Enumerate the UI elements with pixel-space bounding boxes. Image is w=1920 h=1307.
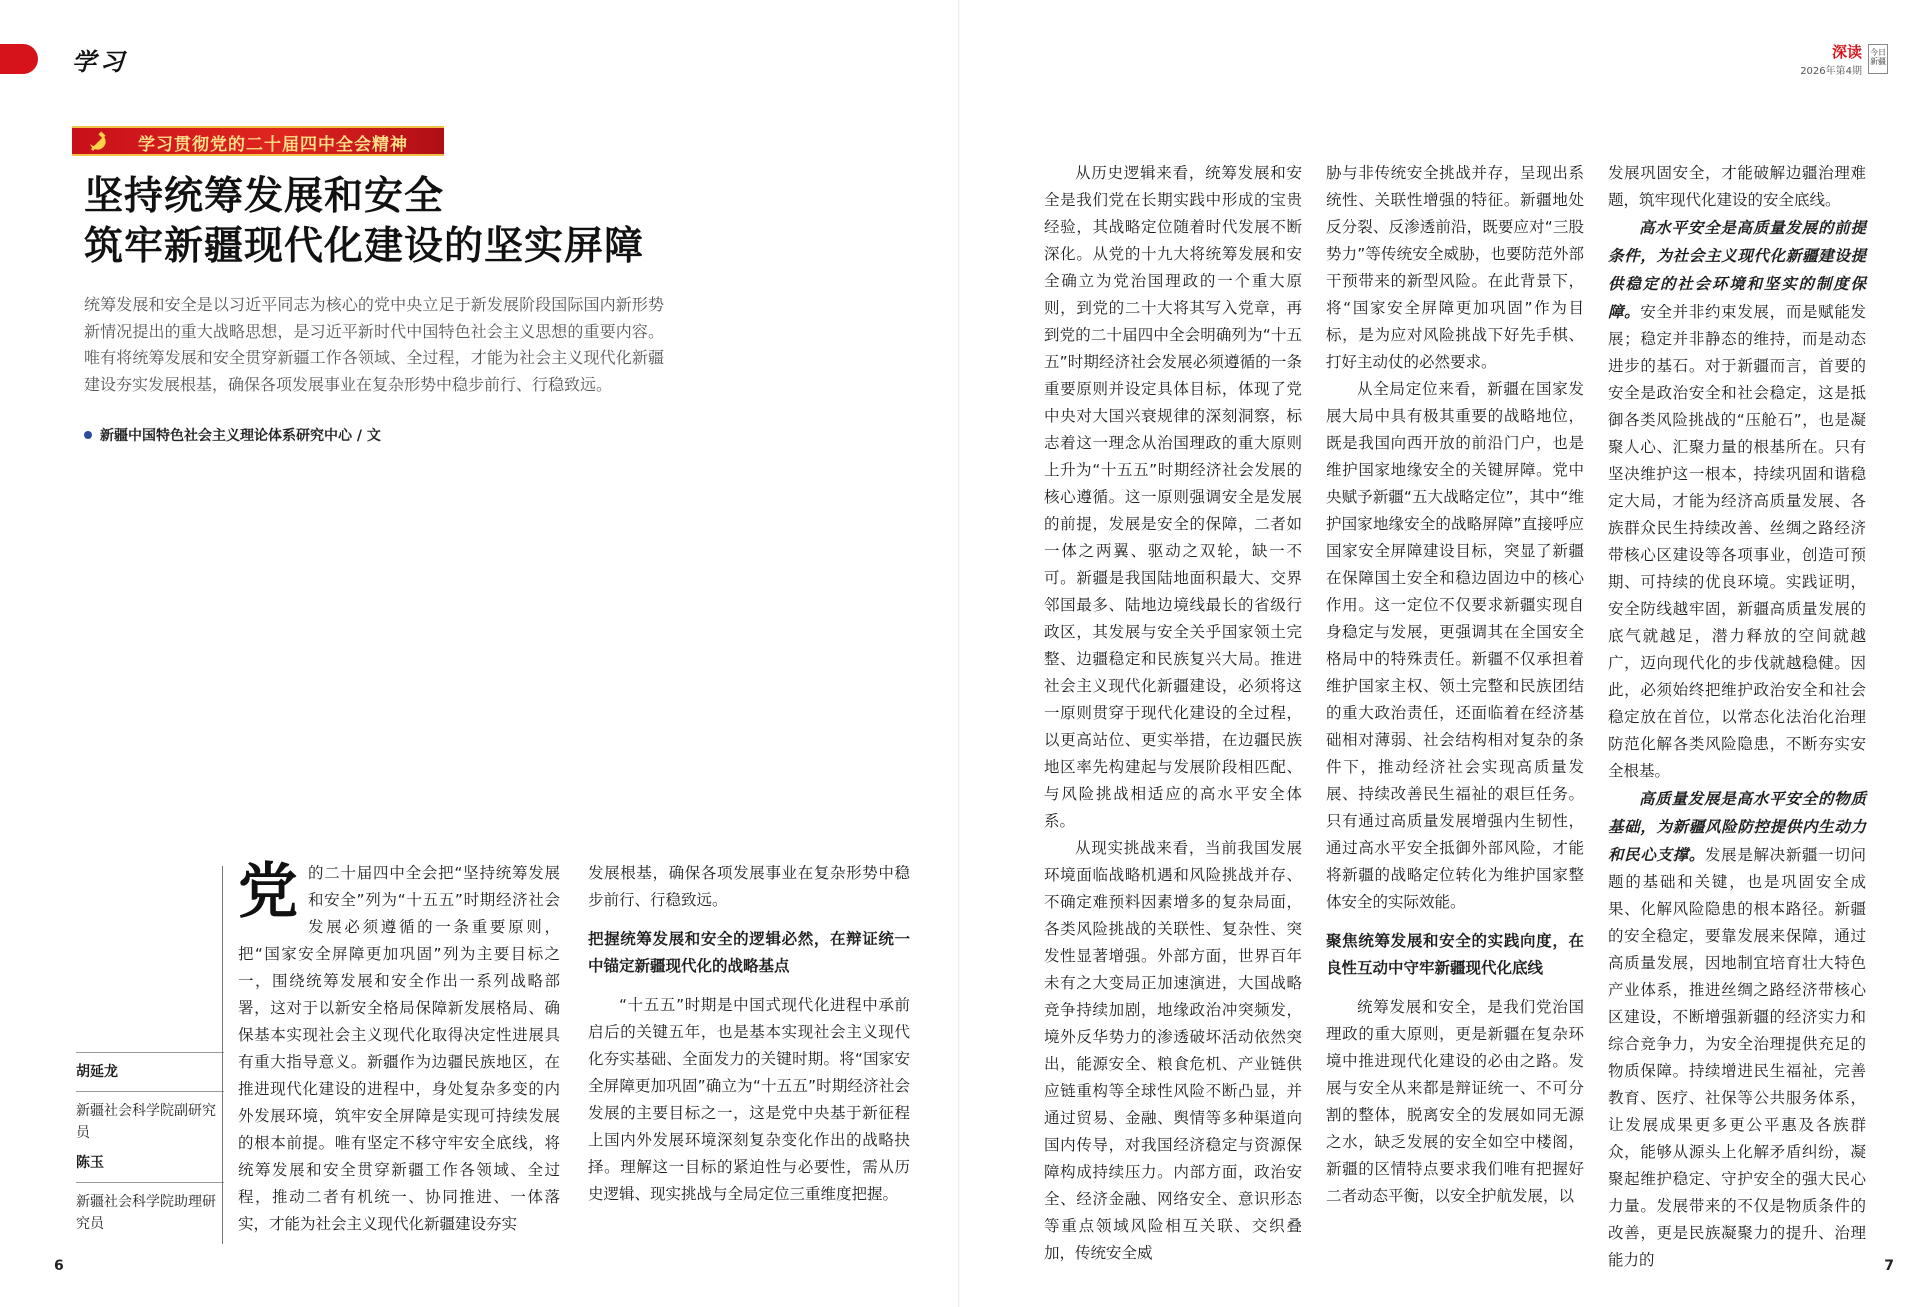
theme-banner [72,126,444,156]
section-subhead: 聚焦统筹发展和安全的实践向度，在良性互动中守牢新疆现代化底线 [1326,932,1584,977]
body-column-5 [1608,160,1866,1274]
byline-text: 新疆中国特色社会主义理论体系研究中心 / 文 [100,428,381,444]
emphasis-sentence: 高水平安全是高质量发展的前提条件，为社会主义现代化新疆建设提供稳定的社会环境和坚实的制度保障。 [1608,218,1866,321]
body-paragraph: “十五五”时期是中国式现代化进程中承前启后的关键五年，也是基本实现社会主义现代化夯实基础、全面发力的关键时期。将“国家安全屏障更加巩固”确立为“十五五”时期经济社会发展的主要目标之一，这是党中央基于新征程上国内外发展环境深刻复杂变化作出的战略抉择。理解这一目标的紧迫性与必要性，需从历史逻辑、现实挑战与全局定位三重维度把握。 [588,996,910,1203]
divider [76,1182,224,1183]
emphasis-sentence: 高质量发展是高水平安全的物质基础，为新疆风险防控提供内生动力和民心支撑。 [1608,789,1866,864]
author-affiliation: 新疆社会科学院助理研究员 [76,1194,216,1232]
divider [76,1091,224,1092]
author-name: 陈玉 [76,1155,104,1171]
body-paragraph: 党的二十届四中全会把“坚持统筹发展和安全”列为“十五五”时期经济社会发展必须遵循的一条重要原则，把“国家安全屏障更加巩固”列为主要目标之一，围绕统筹发展和安全作出一系列战略部署，这对于以新安全格局保障新发展格局、确保基本实现社会主义现代化取得决定性进展具有重大指导意义。新疆作为边疆民族地区，在推进现代化建设的进程中，身处复杂多变的内外发展环境，筑牢安全屏障是实现可持续发展的根本前提。唯有坚定不移守牢安全底线，将统筹发展和安全贯穿新疆工作各领域、全过程，推动二者有机统一、协同推进、一体落实，才能为社会主义现代化新疆建设夯实 [238,857,560,1233]
title-line-1: 坚持统筹发展和安全 [84,174,445,219]
party-emblem-icon [86,130,110,154]
magazine-logo [1800,44,1888,77]
divider [76,1052,224,1053]
title-line-2: 筑牢新疆现代化建设的坚实屏障 [84,224,645,269]
page-number-right: 7 [1884,1258,1894,1274]
body-column-1 [238,857,560,1238]
body-paragraph: 从全局定位来看，新疆在国家发展大局中具有极其重要的战略地位，既是我国向西开放的前沿门户，也是维护国家地缘安全的关键屏障。党中央赋予新疆“五大战略定位”，其中“维护国家地缘安全的战略屏障”直接呼应国家安全屏障建设目标，突显了新疆在保障国土安全和稳边固边中的核心作用。这一定位不仅要求新疆实现自身稳定与发展，更强调其在全国安全格局中的特殊责任。新疆不仅承担着维护国家主权、领土完整和民族团结的重大政治责任，还面临着在经济基础相对薄弱、社会结构相对复杂的条件下，推动经济社会实现高质量发展、持续改善民生福祉的艰巨任务。只有通过高质量发展增强内生韧性，通过高水平安全抵御外部风险，才能将新疆的战略定位转化为维护国家整体安全的实际效能。 [1326,380,1584,911]
bullet-dot-icon [84,431,92,439]
body-paragraph: 发展巩固安全，才能破解边疆治理难题，筑牢现代化建设的安全底线。 [1608,164,1866,209]
body-paragraph: 从历史逻辑来看，统筹发展和安全是我们党在长期实践中形成的宝贵经验，其战略定位随着时代发展不断深化。从党的十九大将统筹发展和安全确立为党治国理政的一个重大原则，到党的二十大将其写入党章，再到党的二十届四中全会明确列为“十五五”时期经济社会发展必须遵循的一条重要原则并设定具体目标，体现了党中央对大国兴衰规律的深刻洞察，标志着这一理念从治国理政的重大原则上升为“十五五”时期经济社会发展的核心遵循。这一原则强调安全是发展的前提，发展是安全的保障，二者如一体之两翼、驱动之双轮，缺一不可。新疆是我国陆地面积最大、交界邻国最多、陆地边境线最长的省级行政区，其发展与安全关乎国家领土完整、边疆稳定和民族复兴大局。推进社会主义现代化新疆建设，必须将这一原则贯穿于现代化建设的全过程，以更高站位、更实举措，在边疆民族地区率先构建起与发展阶段相匹配、与风险挑战相适应的高水平安全体系。 [1044,164,1302,830]
column-divider [222,866,223,1244]
article-lead: 统筹发展和安全是以习近平同志为核心的党中央立足于新发展阶段国际国内新形势新情况提出的重大战略思想，是习近平新时代中国特色社会主义思想的重要内容。唯有将统筹发展和安全贯穿新疆工作各领域、全过程，才能为社会主义现代化新疆建设夯实发展根基，确保各项发展事业在复杂形势中稳步前行、行稳致远。 [84,295,664,394]
byline [84,425,381,445]
author-name: 胡延龙 [76,1064,118,1080]
drop-cap: 党 [238,857,298,927]
body-paragraph: 高水平安全是高质量发展的前提条件，为社会主义现代化新疆建设提供稳定的社会环境和坚实的制度保障。安全并非约束发展，而是赋能发展；稳定并非静态的维持，而是动态进步的基石。对于新疆而言，首要的安全是政治安全和社会稳定，这是抵御各类风险挑战的“压舱石”，也是凝聚人心、汇聚力量的根基所在。只有坚决维护这一根本，持续巩固和谐稳定大局，才能为经济高质量发展、各族群众民生持续改善、丝绸之路经济带核心区建设等各项事业，创造可预期、可持续的优良环境。实践证明，安全防线越牢固，新疆高质量发展的底气就越足，潜力释放的空间就越广，迈向现代化的步伐就越稳健。因此，必须始终把维护政治安全和社会稳定放在首位，以常态化法治化治理防范化解各类风险隐患，不断夯实安全根基。 [1608,218,1866,780]
magazine-mark: 今日 新疆 [1868,44,1888,74]
right-page [960,0,1920,1307]
body-paragraph: 胁与非传统安全挑战并存，呈现出系统性、关联性增强的特征。新疆地处反分裂、反渗透前沿，既要应对“三股势力”等传统安全威胁，也要防范外部干预带来的新型风险。在此背景下，将“国家安全屏障更加巩固”作为目标，是为应对风险挑战下好先手棋、打好主动仗的必然要求。 [1326,164,1584,371]
magazine-name: 深读 [1831,43,1862,61]
section-tab-marker [0,44,38,74]
body-paragraph: 高质量发展是高水平安全的物质基础，为新疆风险防控提供内生动力和民心支撑。发展是解决新疆一切问题的基础和关键，也是巩固安全成果、化解风险隐患的根本路径。新疆的安全稳定，要靠发展来保障，通过高质量发展，因地制宜培育壮大特色产业体系，推进丝绸之路经济带核心区建设，不断增强新疆的经济实力和综合竞争力，为安全治理提供充足的物质保障。持续增进民生福祉，完善教育、医疗、社保等公共服务体系，让发展成果更多更公平惠及各族群众，能够从源头上化解矛盾纠纷，凝聚起维护稳定、守护安全的强大民心力量。发展带来的不仅是物质条件的改善，更是民族凝聚力的提升、治理能力的 [1608,789,1866,1269]
body-column-4 [1326,160,1584,1210]
article-title [84,172,644,272]
author-sidebar [76,1052,224,1243]
author-affiliation: 新疆社会科学院副研究员 [76,1103,216,1141]
issue-label: 2026年第4期 [1800,66,1862,77]
body-paragraph: 从现实挑战来看，当前我国发展环境面临战略机遇和风险挑战并存、不确定难预料因素增多的复杂局面，各类风险挑战的关联性、复杂性、突发性显著增强。外部方面，世界百年未有之大变局正加速演进，大国战略竞争持续加剧，地缘政治冲突频发，境外反华势力的渗透破坏活动依然突出，能源安全、粮食危机、产业链供应链重构等全球性风险不断凸显，并通过贸易、金融、舆情等多种渠道向国内传导，对我国经济稳定与资源保障构成持续压力。内部方面，政治安全、经济金融、网络安全、意识形态等重点领域风险相互关联、交织叠加，传统安全威 [1044,839,1302,1262]
page-number-left: 6 [54,1258,64,1274]
body-paragraph: 统筹发展和安全，是我们党治国理政的重大原则，更是新疆在复杂环境中推进现代化建设的必由之路。发展与安全从来都是辩证统一、不可分割的整体，脱离安全的发展如同无源之水，缺乏发展的安全如空中楼阁，新疆的区情特点要求我们唯有把握好二者动态平衡，以安全护航发展，以 [1326,998,1584,1205]
body-column-2 [588,860,910,1208]
section-label: 学习 [72,48,128,76]
body-paragraph: 发展根基，确保各项发展事业在复杂形势中稳步前行、行稳致远。 [588,864,910,909]
banner-text: 学习贯彻党的二十届四中全会精神 [138,135,408,155]
section-subhead: 把握统筹发展和安全的逻辑必然，在辩证统一中锚定新疆现代化的战略基点 [588,930,910,975]
body-column-3 [1044,160,1302,1267]
